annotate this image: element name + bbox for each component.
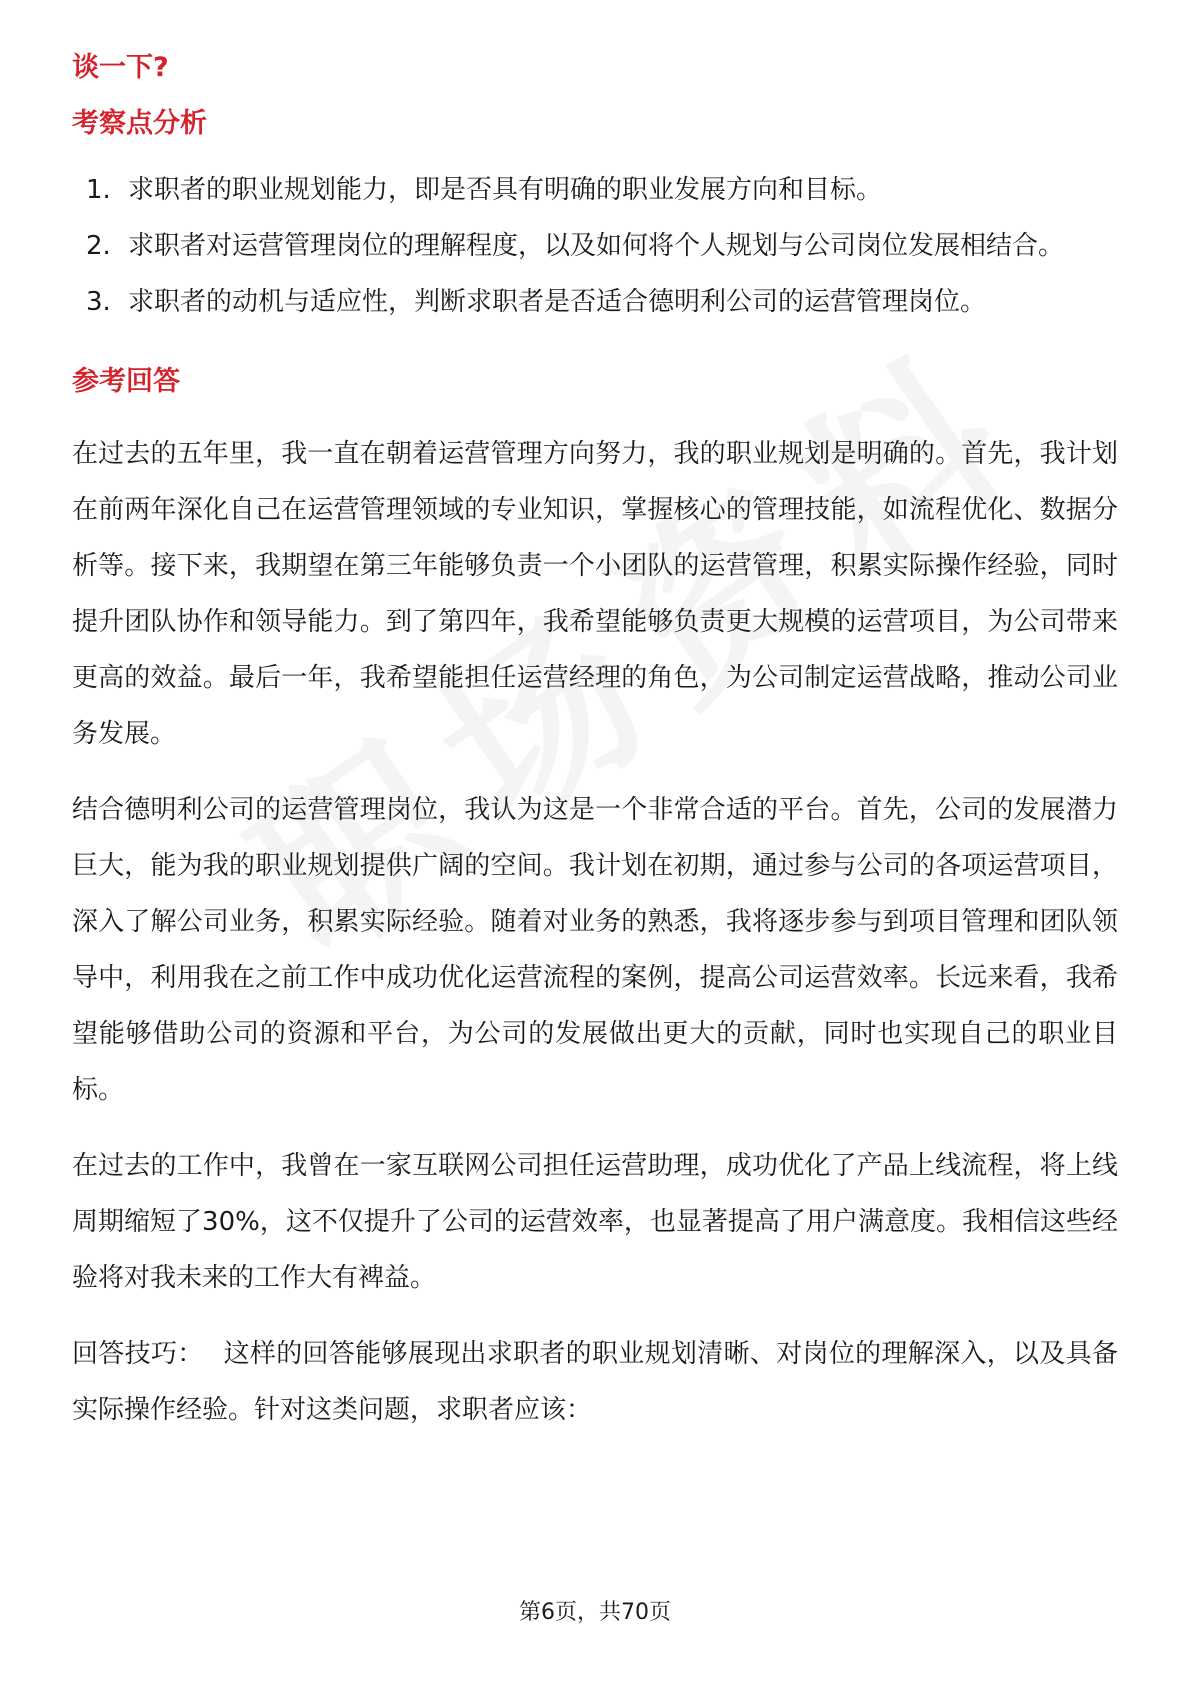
answer-paragraph: 在过去的工作中，我曾在一家互联网公司担任运营助理，成功优化了产品上线流程，将上线周期缩短了30%，这不仅提升了公司的运营效率，也显著提高了用户满意度。我相信这些经验将对我未来的工作大有裨益。 bbox=[72, 1151, 1118, 1293]
answer-tip bbox=[72, 1326, 1118, 1438]
list-item-text: 求职者对运营管理岗位的理解程度，以及如何将个人规划与公司岗位发展相结合。 bbox=[128, 231, 1065, 261]
answer-paragraph: 结合德明利公司的运营管理岗位，我认为这是一个非常合适的平台。首先，公司的发展潜力巨大，能为我的职业规划提供广阔的空间。我计划在初期，通过参与公司的各项运营项目，深入了解公司业务，积累实际经验。随着对业务的熟悉，我将逐步参与到项目管理和团队领导中，利用我在之前工作中成功优化运营流程的案例，提高公司运营效率。长远来看，我希望能够借助公司的资源和平台，为公司的发展做出更大的贡献，同时也实现自己的职业目标。 bbox=[72, 795, 1118, 1105]
tip-label: 回答技巧： bbox=[72, 1339, 204, 1369]
list-item bbox=[72, 274, 1118, 330]
analysis-list bbox=[72, 162, 1118, 330]
list-item-text: 求职者的动机与适应性，判断求职者是否适合德明利公司的运营管理岗位。 bbox=[128, 287, 987, 317]
page-number: 第6页，共70页 bbox=[519, 1600, 671, 1625]
tip-text: 这样的回答能够展现出求职者的职业规划清晰、对岗位的理解深入，以及具备实际操作经验。针对这类问题，求职者应该： bbox=[72, 1339, 1118, 1425]
list-item-number: 1. bbox=[86, 175, 111, 205]
list-item-text: 求职者的职业规划能力，即是否具有明确的职业发展方向和目标。 bbox=[128, 175, 883, 205]
answer-heading: 参考回答 bbox=[72, 366, 180, 397]
page-content bbox=[72, 48, 1118, 1438]
list-item bbox=[72, 162, 1118, 218]
list-item-number: 3. bbox=[86, 287, 111, 317]
question-tail-heading: 谈一下? bbox=[72, 52, 169, 83]
list-item bbox=[72, 218, 1118, 274]
answer-paragraph: 在过去的五年里，我一直在朝着运营管理方向努力，我的职业规划是明确的。首先，我计划在前两年深化自己在运营管理领域的专业知识，掌握核心的管理技能，如流程优化、数据分析等。接下来，我期望在第三年能够负责一个小团队的运营管理，积累实际操作经验，同时提升团队协作和领导能力。到了第四年，我希望能够负责更大规模的运营项目，为公司带来更高的效益。最后一年，我希望能担任运营经理的角色，为公司制定运营战略，推动公司业务发展。 bbox=[72, 439, 1118, 749]
list-item-number: 2. bbox=[86, 231, 111, 261]
analysis-heading: 考察点分析 bbox=[72, 108, 207, 139]
